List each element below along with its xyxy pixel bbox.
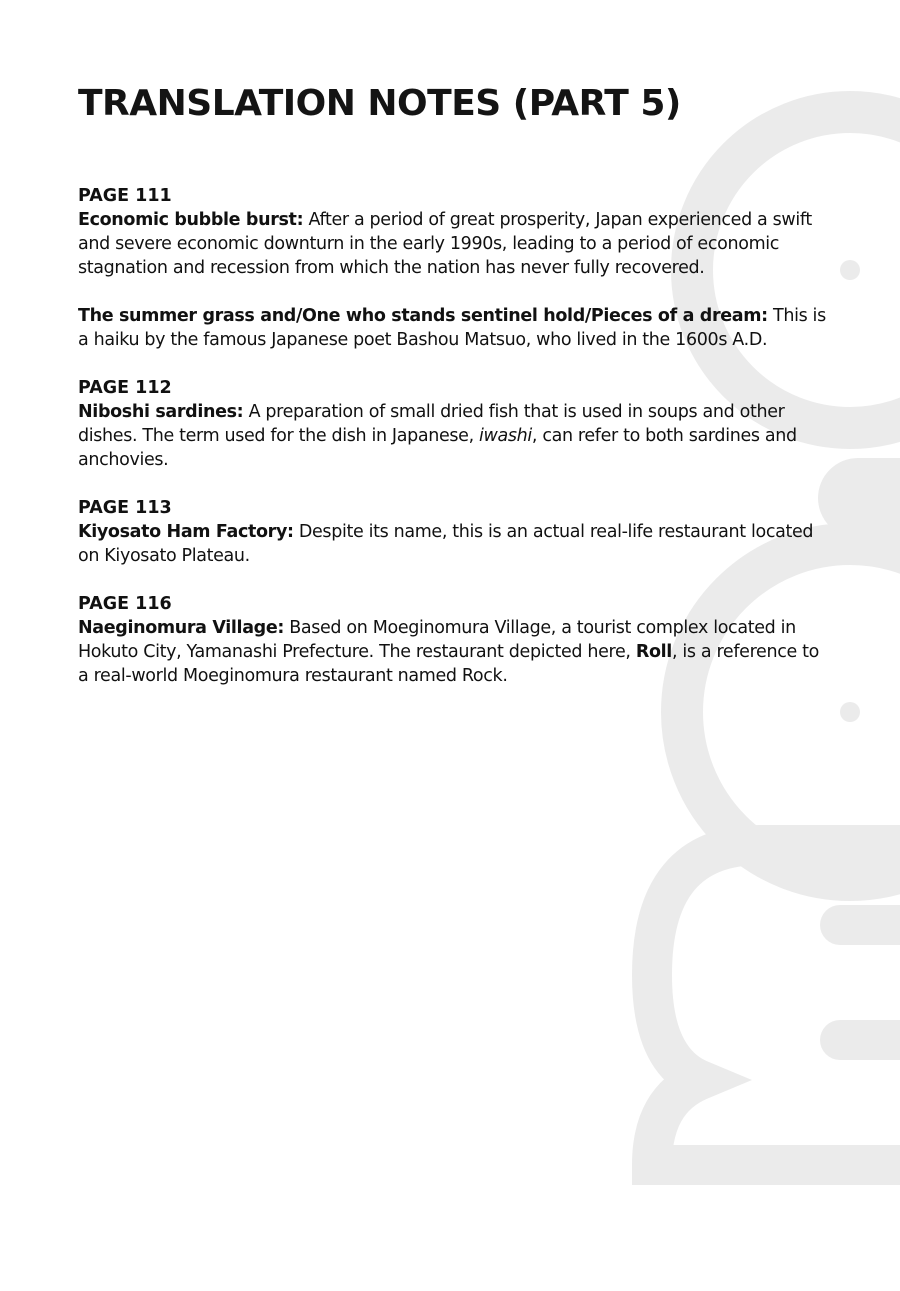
note-list — [78, 184, 828, 688]
note-text: , is a reference to a real-world Moeginomura restaurant named Rock. — [78, 642, 819, 686]
note-term: Economic bubble burst: — [78, 210, 304, 230]
note-page-112 — [78, 376, 828, 472]
note-term: Kiyosato Ham Factory: — [78, 522, 294, 542]
note-text: A preparation of small dried fish that is used in soups and other dishes. The term used for the dish in Japanese, — [78, 402, 785, 446]
note-page-113 — [78, 496, 828, 568]
note-term: The summer grass and/One who stands sentinel hold/Pieces of a dream: — [78, 306, 768, 326]
note-haiku — [78, 304, 828, 352]
note-bold-term: Roll — [635, 642, 672, 662]
note-text: Based on Moeginomura Village, a tourist complex located in Hokuto City, Yamanashi Prefecture. The restaurant depicted here, — [78, 618, 796, 662]
translation-notes-page — [78, 78, 828, 712]
watermark-dot-top — [840, 260, 860, 280]
page-label-111: PAGE 111 — [78, 186, 172, 206]
note-page-116 — [78, 592, 828, 688]
note-economic-bubble — [78, 208, 828, 280]
note-niboshi — [78, 400, 828, 472]
page-label-113: PAGE 113 — [78, 498, 172, 518]
note-page-111 — [78, 184, 828, 280]
watermark-nub — [818, 458, 900, 538]
note-naeginomura — [78, 616, 828, 688]
note-haiku-group — [78, 304, 828, 352]
note-text: This is a haiku by the famous Japanese poet Bashou Matsuo, who lived in the 1600s A.D. — [78, 306, 826, 350]
watermark-bar-upper — [820, 905, 900, 945]
note-text: After a period of great prosperity, Japan experienced a swift and severe economic downturn in the early 1990s, leading to a period of economic stagnation and recession from which the nation has never fully recovered. — [78, 210, 812, 278]
watermark-dot-middle — [840, 702, 860, 722]
note-term: Naeginomura Village: — [78, 618, 284, 638]
page-label-112: PAGE 112 — [78, 378, 172, 398]
note-kiyosato — [78, 520, 828, 568]
page-label-116: PAGE 116 — [78, 594, 172, 614]
note-text: , can refer to both sardines and anchovies. — [78, 426, 797, 470]
page-title: TRANSLATION NOTES (PART 5) — [78, 83, 681, 124]
note-italic-term: iwashi — [479, 426, 532, 446]
note-text: Despite its name, this is an actual real-life restaurant located on Kiyosato Plateau. — [78, 522, 814, 566]
note-term: Niboshi sardines: — [78, 402, 244, 422]
watermark-bar-lower — [820, 1020, 900, 1060]
